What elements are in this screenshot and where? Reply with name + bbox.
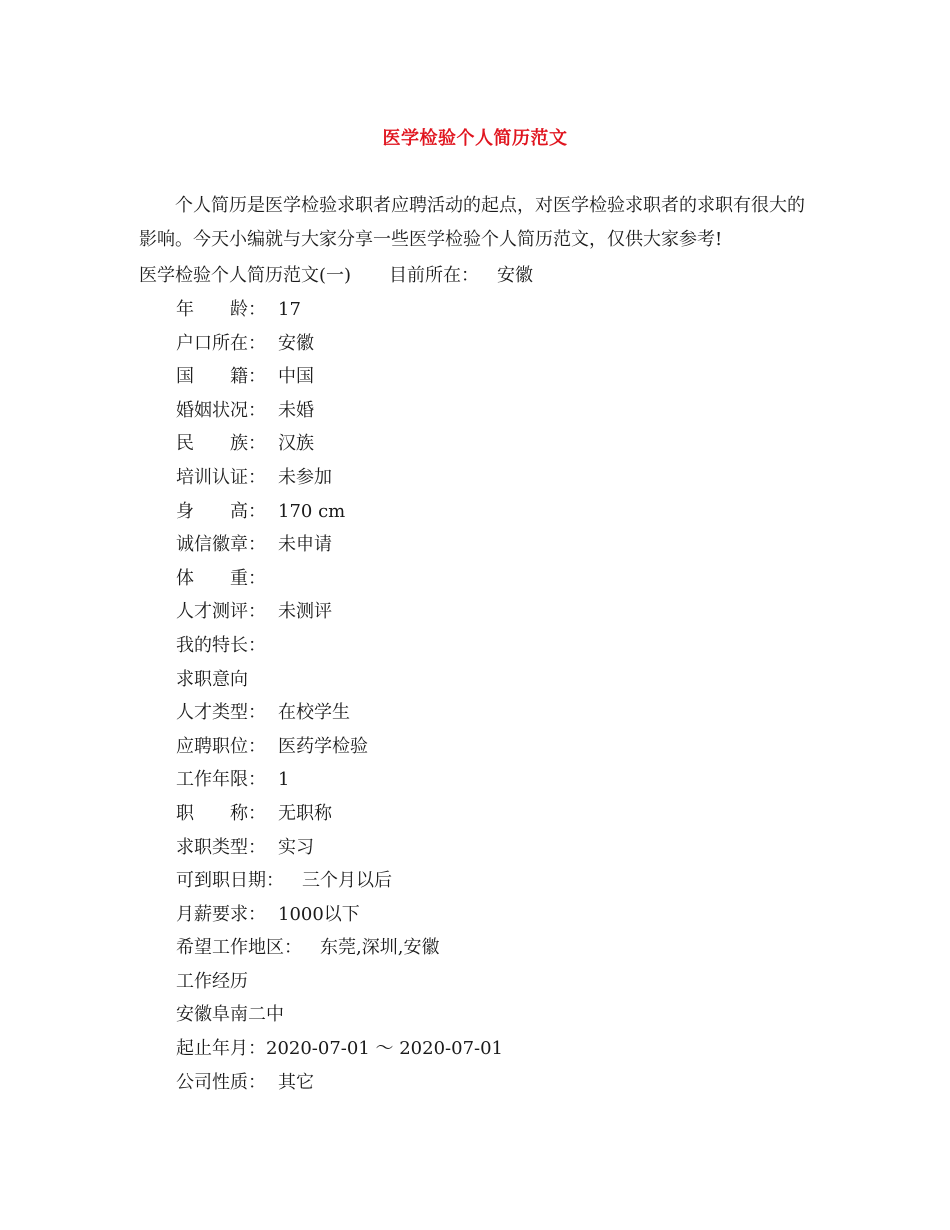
- field-age: [176, 297, 826, 331]
- field-marital-status: [176, 398, 826, 432]
- field-nationality: [176, 364, 826, 398]
- field-preferred-area: [176, 935, 826, 969]
- intro-paragraph: 个人简历是医学检验求职者应聘活动的起点，对医学检验求职者的求职有很大的影响。今天小编就与大家分享一些医学检验个人简历范文，仅供大家参考!: [139, 195, 805, 250]
- field-label: 月薪要求：: [176, 903, 266, 925]
- document-title: 医学检验个人简历范文: [382, 128, 568, 149]
- field-training: [176, 465, 826, 499]
- field-label: 希望工作地区：: [176, 937, 302, 959]
- field-hukou: [176, 331, 826, 365]
- field-value: 170 cm: [278, 500, 346, 522]
- field-label: 人才类型：: [176, 702, 266, 724]
- field-label: 职 称：: [176, 802, 266, 824]
- field-label: 应聘职位：: [176, 735, 266, 757]
- field-job-title: [176, 801, 826, 835]
- resume-subtitle: 医学检验个人简历范文(一): [139, 265, 352, 286]
- section-heading: 求职意向: [176, 668, 248, 690]
- field-value: 2020-07-01 ～ 2020-07-01: [266, 1038, 504, 1060]
- company-name: [176, 1002, 826, 1036]
- resume-fields: [176, 297, 826, 1103]
- field-assessment: [176, 599, 826, 633]
- company-name-text: 安徽阜南二中: [176, 1004, 284, 1026]
- field-label: 求职类型：: [176, 836, 266, 858]
- field-label: 国 籍：: [176, 366, 266, 388]
- field-job-type: [176, 835, 826, 869]
- field-label: 体 重：: [176, 567, 266, 589]
- field-label: 民 族：: [176, 433, 266, 455]
- field-value: 未参加: [278, 466, 332, 488]
- field-label: 可到职日期：: [176, 870, 284, 892]
- field-weight: [176, 566, 826, 600]
- field-label: 年 龄：: [176, 299, 266, 320]
- field-value: 1000以下: [278, 903, 360, 925]
- field-label: 人才测评：: [176, 601, 266, 623]
- field-period: [176, 1036, 826, 1070]
- field-height: [176, 499, 826, 533]
- field-value: 其它: [278, 1071, 314, 1093]
- field-specialty: [176, 633, 826, 667]
- field-label: 婚姻状况：: [176, 399, 266, 421]
- field-label: 工作年限：: [176, 769, 266, 791]
- field-label: 起止年月：: [176, 1038, 266, 1060]
- field-value: 安徽: [278, 332, 314, 354]
- field-value: 未测评: [278, 601, 332, 623]
- section-heading: 工作经历: [176, 970, 248, 992]
- field-label: 诚信徽章：: [176, 534, 266, 556]
- field-label: 身 高：: [176, 500, 266, 522]
- current-location-value: 安徽: [497, 265, 534, 286]
- section-work-experience: [176, 969, 826, 1003]
- field-value: 中国: [278, 366, 314, 388]
- field-integrity-badge: [176, 532, 826, 566]
- resume-subtitle-line: [139, 263, 533, 289]
- field-label: 户口所在：: [176, 332, 266, 354]
- field-label: 培训认证：: [176, 466, 266, 488]
- current-location-label: 目前所在：: [389, 265, 480, 286]
- field-position: [176, 734, 826, 768]
- field-work-years: [176, 767, 826, 801]
- field-value: 汉族: [278, 433, 314, 455]
- field-value: 17: [278, 299, 301, 320]
- field-company-type: [176, 1070, 826, 1104]
- field-available-date: [176, 868, 826, 902]
- field-salary: [176, 902, 826, 936]
- field-label: 我的特长：: [176, 634, 266, 656]
- field-value: 三个月以后: [302, 870, 392, 892]
- section-job-intention: [176, 667, 826, 701]
- field-talent-type: [176, 700, 826, 734]
- field-label: 公司性质：: [176, 1071, 266, 1093]
- field-value: 1: [278, 769, 290, 791]
- field-value: 无职称: [278, 802, 332, 824]
- field-value: 在校学生: [278, 702, 350, 724]
- field-ethnicity: [176, 431, 826, 465]
- field-value: 东莞,深圳,安徽: [320, 937, 440, 959]
- field-value: 未婚: [278, 399, 314, 421]
- field-value: 实习: [278, 836, 314, 858]
- field-value: 医药学检验: [278, 735, 368, 757]
- field-value: 未申请: [278, 534, 332, 556]
